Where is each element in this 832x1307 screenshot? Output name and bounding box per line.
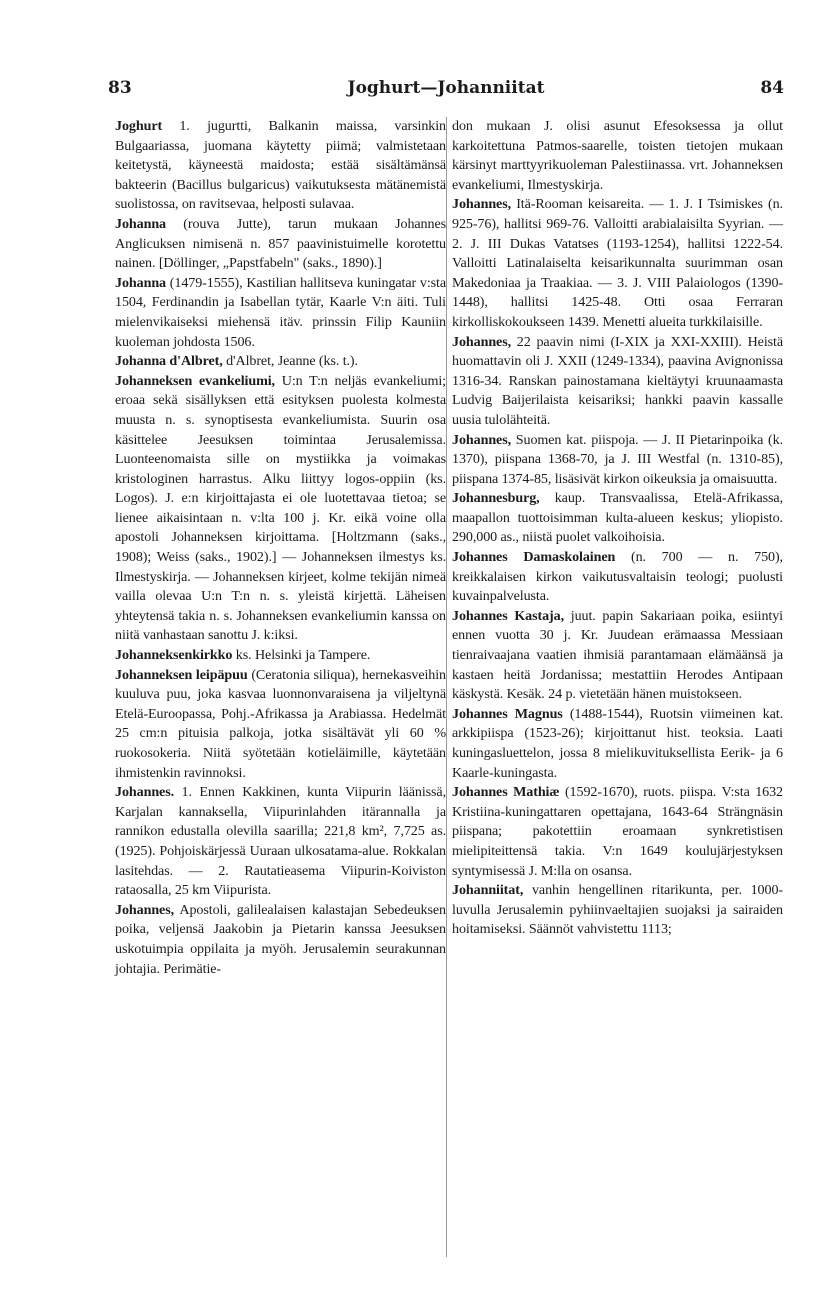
entry-text: don mukaan J. olisi asunut Efesoksessa ja ollut karkoitettuna Patmos-saarelle, toisten tietojen mukaan kärsinyt marttyyrikuoleman Palestiinassa. vrt. Johanneksen evankeliumi, Ilmestyskirja. (452, 118, 783, 193)
column-divider (446, 117, 447, 1257)
entry-headword: Johanna d'Albret, (115, 353, 223, 370)
running-title: Joghurt—Johanniitat (347, 78, 545, 98)
entry-text: Itä-Rooman keisareita. — 1. J. I Tsimiskes (n. 925-76), hallitsi 969-76. Valloitti arabialaisilta Syyrian. — 2. J. III Dukas Vatatses (1193-1254), hallitsi 1222-54. Valloitti Latinalaiselta keisarikunnalta suurimman osan Makedoniaa ja Traakiaa. — 3. J. VIII Palaiologos (1390-1448), hallitsi 1425-48. Otti osaa Ferraran kirkolliskokoukseen 1439. Menetti alueita turkkilaisille. (452, 196, 783, 330)
entry-headword: Johanna (115, 215, 167, 232)
dictionary-entry (452, 489, 783, 548)
dictionary-entry (452, 607, 783, 705)
entry-text: (rouva Jutte), tarun mukaan Johannes Anglicuksen nimisenä n. 857 paavinistuimelle korotettu nainen. [Döllinger, „Papstfabeln" (saks., 1890).] (115, 215, 446, 272)
dictionary-entry (452, 548, 783, 607)
entry-text: (1479-1555), Kastilian hallitseva kuningatar v:sta 1504, Ferdinandin ja Isabellan tytär, Kaarle V:n äiti. Tuli mielenvikaiseksi miehensä itäv. prinssin Filip Kauniin kuoleman johdosta 1506. (115, 274, 446, 350)
entry-headword: Johannes Kastaja, (452, 607, 565, 624)
dictionary-entry (115, 117, 446, 215)
dictionary-entry (452, 333, 783, 431)
page-header (108, 78, 784, 102)
entry-text: 22 paavin nimi (I-XIX ja XXI-XXIII). Heistä huomattavin oli J. XXII (1249-1334), paavina Avignonissa 1316-34. Ranskan painostamana kieltäytyi kruunaamasta Ludvig Baijerilaista keisariksi; hankki paavin kassalle uusia tulolähteitä. (452, 333, 783, 428)
entry-headword: Johanna (115, 274, 167, 291)
entry-text: Apostoli, galilealaisen kalastajan Sebedeuksen poika, veljensä Jaakobin ja Pietarin kanssa Jeesuksen uskotuimpia oppilaita ja myöh. Jerusalemin seurakunnan johtajia. Perimätie- (115, 901, 446, 977)
page-number-left: 83 (108, 78, 132, 98)
entry-headword: Johannes, (115, 901, 175, 918)
entry-text: 1. Ennen Kakkinen, kunta Viipurin läänissä, Karjalan kannaksella, Viipurinlahden itärannalla ja rannikon edustalla olevilla saarilla; 221,8 km², 7,725 as. (1925). Pohjoiskärjessä Uuraan ulkosatama-alue. Rokkalan lasitehdas. — 2. Rautatieasema Viipurin-Koiviston rataosalla, 25 km Viipurista. (115, 784, 446, 899)
entry-headword: Johanneksen evankeliumi, (115, 372, 275, 389)
page-number-right: 84 (760, 78, 784, 98)
entry-headword: Johanniitat, (452, 882, 524, 899)
entry-headword: Johanneksen leipäpuu (115, 666, 248, 683)
entry-text: Suomen kat. piispoja. — J. II Pietarinpoika (k. 1370), piispana 1368-70, ja J. III Westfal (n. 1310-85), piispana 1374-85, lisäsivät kirkon oikeuksia ja omaisuutta. (452, 431, 783, 487)
dictionary-entry (452, 195, 783, 332)
dictionary-entry (115, 215, 446, 274)
entry-text: U:n T:n neljäs evankeliumi; eroaa sekä sisällyksen että esityksen puolesta kolmesta muusta n. s. synoptisesta evankeliumista. Suurin osa käsittelee Jeesuksen toimintaa Jerusalemissa. Luonteenomaista sille on mystiikka ja voimakas kristologinen harrastus. Alku liittyy logos-oppiin (ks. Logos). J. e:n kirjoittajasta ei ole luotettavaa tietoa; se lienee aikaisintaan n. v:lta 100 j. Kr. eikä voine olla apostoli Johanneksen kirjoittama. [Holtzmann (saks., 1908); Weiss (saks., 1902).] — Johanneksen ilmestys ks. Ilmestyskirja. — Johanneksen kirjeet, kolme tekijän nimeä vailla olevaa U:n T:n n. s. yleistä kirjettä. Läheisen yhteytensä takia n. s. Johanneksen evankeliumin kanssa on niitä vanhastaan sanottu J. k:iksi. (115, 372, 446, 644)
entry-text: vanhin hengellinen ritarikunta, per. 1000-luvulla Jerusalemin pyhiinvaeltajien suojaksi ja sairaiden hoitamiseksi. Säännöt vahvistettu 1113; (452, 882, 783, 938)
dictionary-entry (115, 783, 446, 901)
entry-headword: Johanneksenkirkko (115, 647, 233, 664)
entry-headword: Johannes. (115, 784, 175, 801)
dictionary-entry (452, 881, 783, 940)
right-column (452, 117, 783, 940)
entry-text: (Ceratonia siliqua), hernekasveihin kuuluva puu, joka kasvaa luonnonvaraisena ja viljeltynä Etelä-Euroopassa, Pohj.-Afrikassa ja Arabiassa. Hedelmät 25 cm:n pituisia palkoja, jotka sisältävät yli 60 % ruokosokeria. Niitä syötetään kotieläimille, käytetään ihmistenkin ravinnoksi. (115, 666, 447, 781)
entry-text: d'Albret, Jeanne (ks. t.). (222, 353, 358, 370)
dictionary-entry (115, 646, 446, 666)
entry-text: 1. jugurtti, Balkanin maissa, varsinkin Bulgaariassa, juomana käytetty piimä; valmistetaan keitetystä, käyneestä maidosta; estää sisältämänsä bakteerin (Bacillus bulgaricus) vaikutuksesta mätänemistä suolistossa, on ravitsevaa, helposti sulavaa. (115, 118, 446, 213)
entry-headword: Johannesburg, (452, 490, 540, 507)
entry-headword: Johannes Mathiæ (452, 784, 560, 801)
entry-text: (n. 700 — n. 750), kreikkalaisen kirkon vaikutusvaltaisin teologi; puolusti kuvainpalvelusta. (452, 549, 783, 605)
entry-text: (1592-1670), ruots. piispa. V:sta 1632 Kristiina-kuningattaren opettajana, 1643-64 Strängnäsin piispana; pakotettiin eroamaan synkretistisen mielipiteittensä takia. V:n 1649 koulujärjestyksen syntymisessä J. M:lla on osansa. (452, 784, 783, 879)
entry-headword: Johannes Magnus (452, 705, 563, 722)
entry-headword: Joghurt (115, 118, 163, 134)
dictionary-entry (115, 274, 446, 352)
dictionary-entry (115, 666, 446, 784)
entry-headword: Johannes, (452, 333, 512, 350)
dictionary-entry (452, 783, 783, 881)
entry-headword: Johannes, (452, 196, 512, 213)
entry-headword: Johannes Damaskolainen (452, 549, 616, 566)
dictionary-entry (115, 372, 446, 646)
entry-text: juut. papin Sakariaan poika, esiintyi ennen vuotta 30 j. Kr. Juudean erämaassa Messiaan tienraivaajana vaatien ihmisiä parantamaan elämäänsä ja kastaen heitä Jordanissa; mestattiin Herodes Antipaan käskystä. Kesäk. 24 p. vietetään hänen muistokseen. (452, 607, 784, 703)
entry-text: kaup. Transvaalissa, Etelä-Afrikassa, maapallon tuottoisimman kulta-alueen keskus; yliopisto. 290,000 as., niistä puolet valkoihoisia. (452, 490, 783, 546)
dictionary-entry (115, 352, 446, 372)
dictionary-entry (452, 705, 783, 783)
entry-headword: Johannes, (452, 431, 512, 448)
left-column (115, 117, 446, 979)
entry-text: ks. Helsinki ja Tampere. (232, 647, 371, 664)
dictionary-entry (452, 117, 783, 195)
dictionary-entry (115, 901, 446, 979)
entry-text: (1488-1544), Ruotsin viimeinen kat. arkkipiispa (1523-26); kirjoittanut hist. teoksia. Laati kuningasluettelon, jossa 8 mielikuvituksellista Eerik- ja 6 Kaarle-kuningasta. (452, 705, 783, 781)
dictionary-entry (452, 431, 783, 490)
